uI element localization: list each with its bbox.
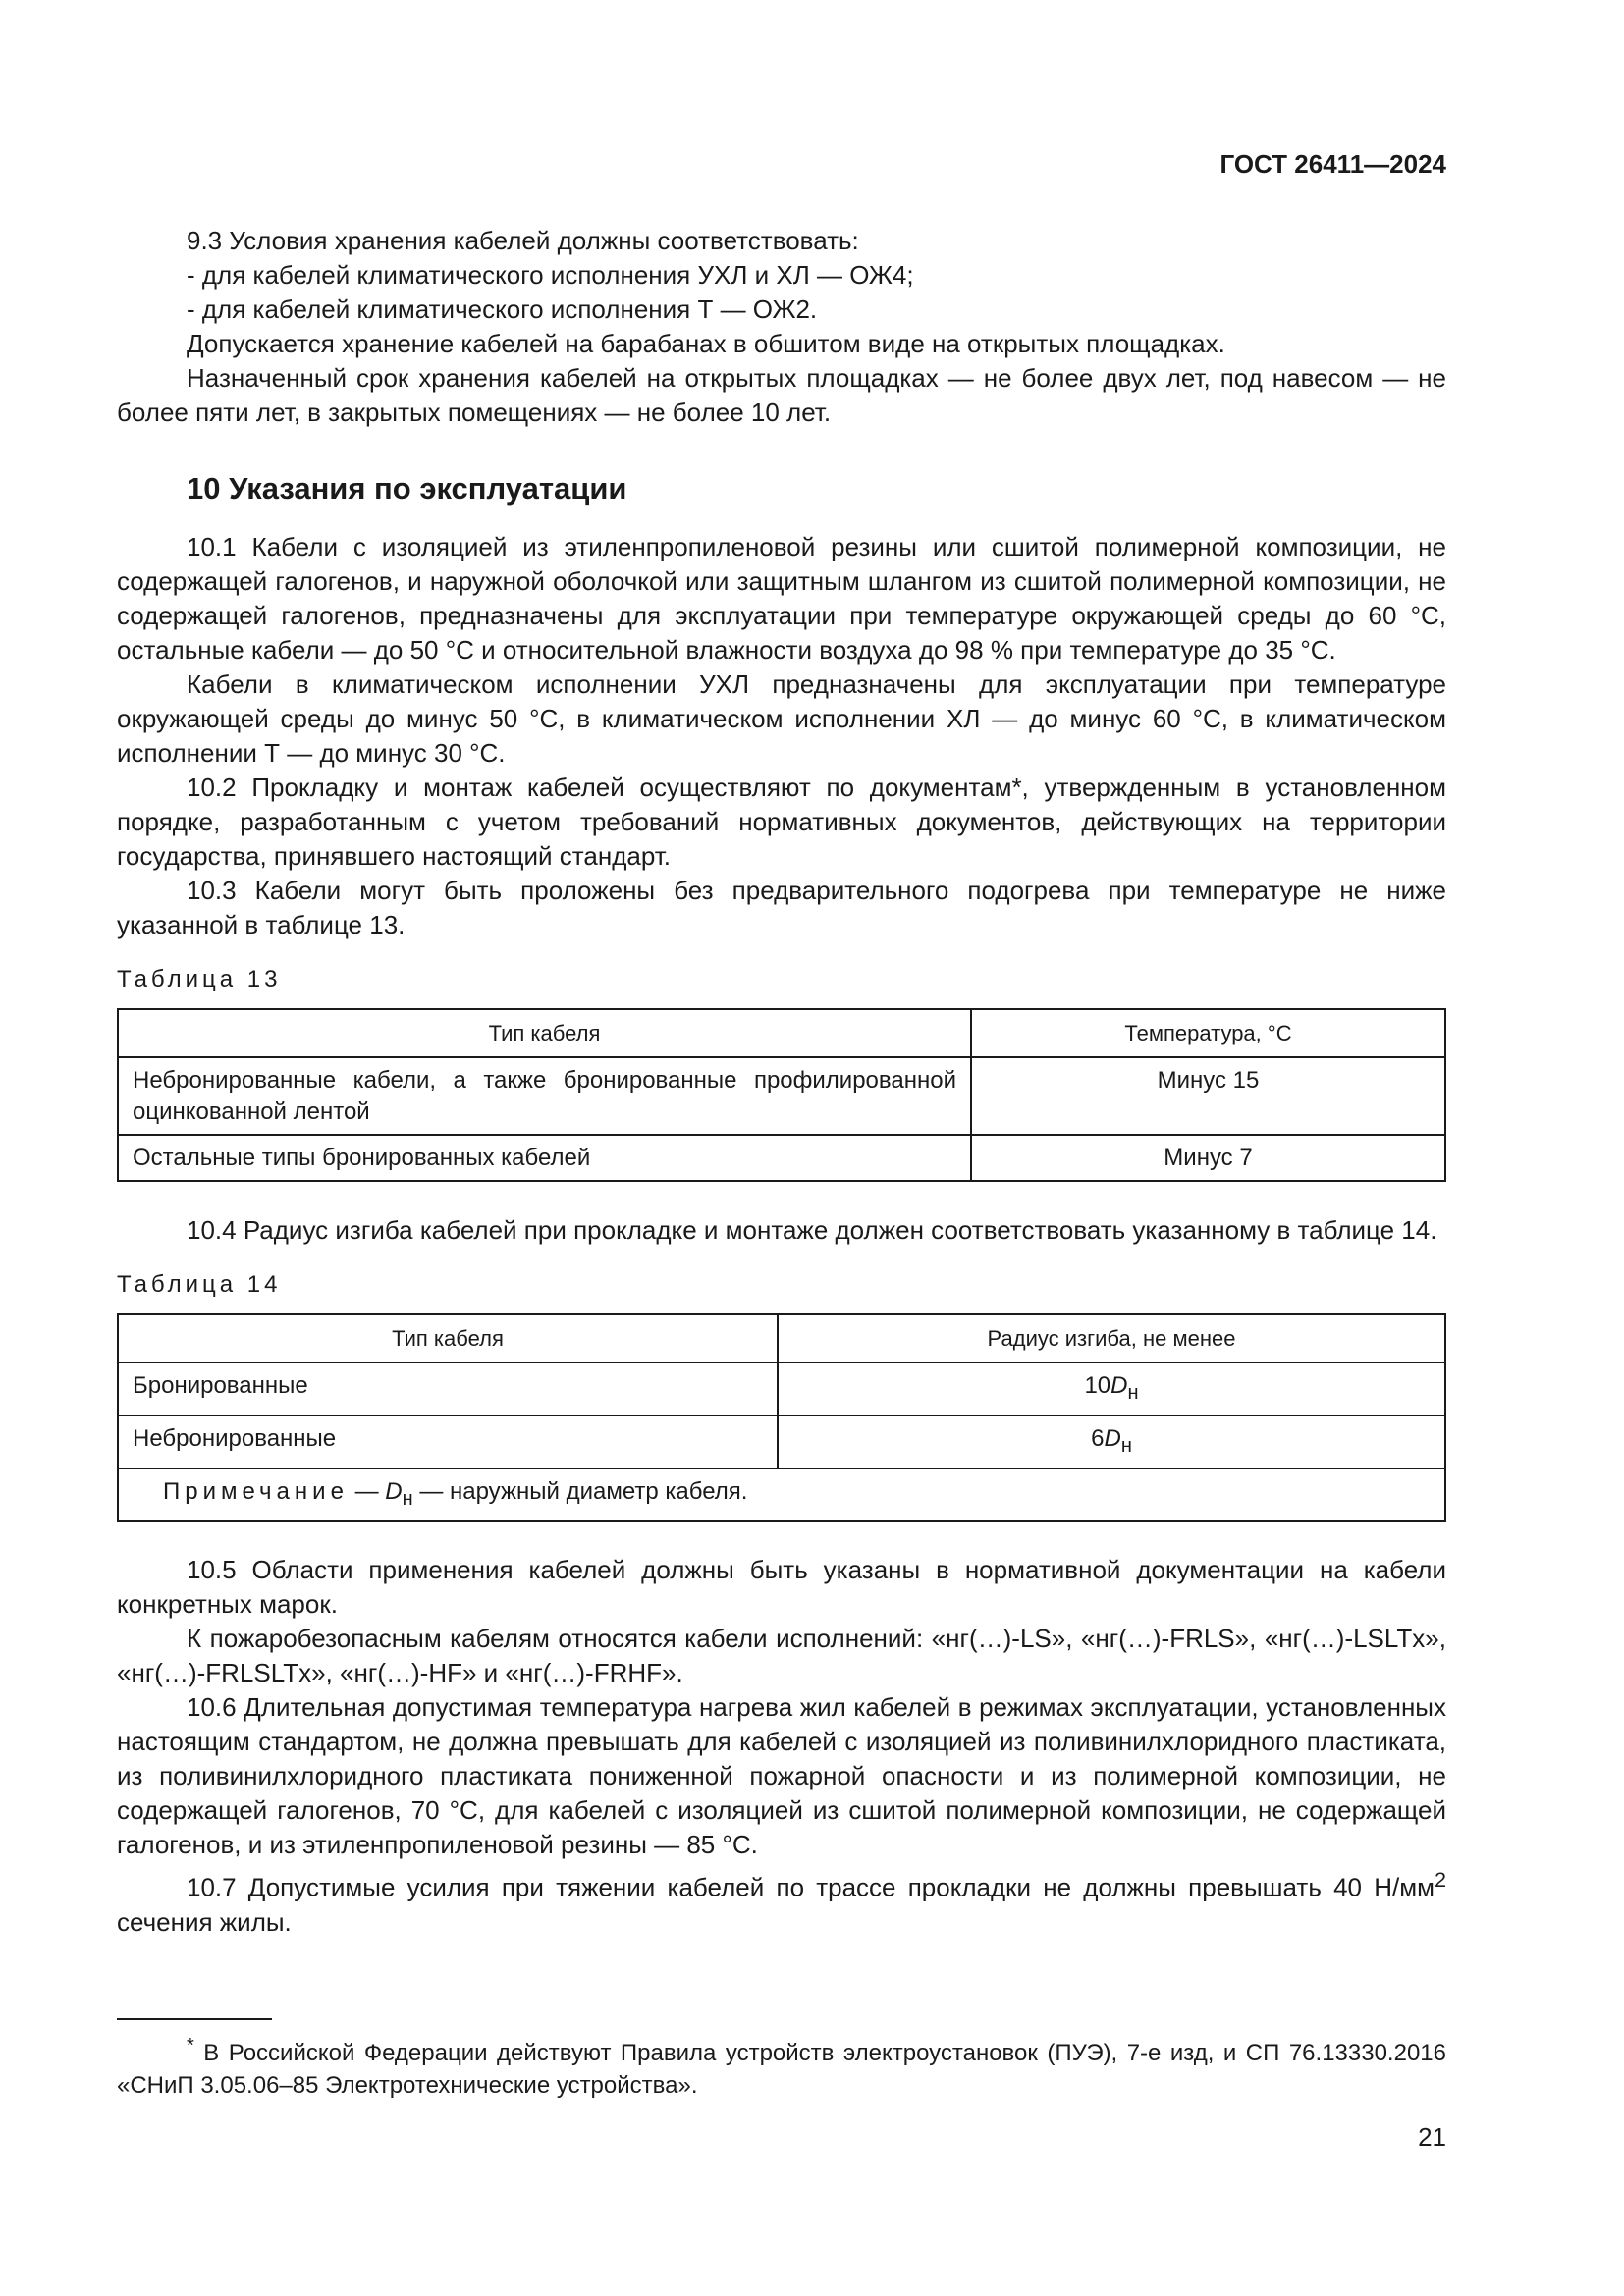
para-10-5b: К пожаробезопасным кабелям относятся кабели исполнений: «нг(…)-LS», «нг(…)-FRLS», «нг(…)-LSLTx», «нг(…)-FRLSLTx», «нг(…)-HF» и «нг(…)-FRHF». [117, 1624, 1446, 1688]
para-10-1: 10.1 Кабели с изоляцией из этиленпропиленовой резины или сшитой полимерной композиции, не содержащей галогенов, и наружной оболочкой или защитным шлангом из сшитой полимерной композиции, не содержащей галогенов, предназначены для эксплуатации при температуре окружающей среды до 60 °С, остальные кабели — до 50 °С и относительной влажности воздуха до 98 % при температуре до 35 °С. [117, 532, 1446, 665]
page-content [117, 224, 1446, 1940]
table-14-cell-type: Небронированные [118, 1415, 778, 1468]
para-10-3: 10.3 Кабели могут быть проложены без предварительного подогрева при температуре не ниже указанной в таблице 13. [117, 876, 1446, 939]
table-14-header-type: Тип кабеля [118, 1314, 778, 1362]
table-13-cell-temp: Минус 15 [971, 1057, 1445, 1135]
footnote-divider [117, 2018, 272, 2020]
s93-p1: Допускается хранение кабелей на барабанах в обшитом виде на открытых площадках. [187, 329, 1225, 358]
table-row [118, 1057, 1445, 1135]
para-10-4: 10.4 Радиус изгиба кабелей при прокладке и монтаже должен соответствовать указанному в таблице 14. [187, 1215, 1437, 1245]
s93-item-1: - для кабелей климатического исполнения УХЛ и ХЛ — ОЖ4; [187, 260, 914, 290]
para-10-6: 10.6 Длительная допустимая температура нагрева жил кабелей в режимах эксплуатации, установленных настоящим стандартом, не должна превышать для кабелей с изоляцией из поливинилхлоридного пластиката, из поливинилхлоридного пластиката пониженной пожарной опасности и из полимерной композиции, не содержащей галогенов, 70 °С, для кабелей с изоляцией из сшитой полимерной композиции, не содержащей галогенов, и из этиленпропиленовой резины — 85 °С. [117, 1692, 1446, 1860]
table-14-cell-type: Бронированные [118, 1362, 778, 1415]
section-10-title: 10 Указания по эксплуатации [187, 471, 627, 506]
table-14-cell-radius: $6D_н$ [778, 1415, 1445, 1468]
s93-p2: Назначенный срок хранения кабелей на открытых площадках — не более двух лет, под навесом — не более пяти лет, в закрытых помещениях — не более 10 лет. [117, 363, 1446, 427]
standard-code: ГОСТ 26411—2024 [1219, 149, 1446, 179]
table-14-header-radius: Радиус изгиба, не менее [778, 1314, 1445, 1362]
para-10-7: 10.7 Допустимые усилия при тяжении кабелей по трассе прокладки не должны превышать 40 $Н/мм^2$ сечения жилы. [117, 1867, 1446, 1938]
page-number: 21 [1418, 2122, 1446, 2152]
table-row [118, 1362, 1445, 1415]
table-13-cell-temp: Минус 7 [971, 1135, 1445, 1181]
table-13-header-type: Тип кабеля [118, 1009, 971, 1057]
s93-intro: 9.3 Условия хранения кабелей должны соответствовать: [187, 226, 859, 255]
table-row [118, 1415, 1445, 1468]
table-14-header [118, 1314, 1445, 1362]
table-14-caption: Таблица 14 [117, 1271, 282, 1298]
para-10-5: 10.5 Области применения кабелей должны быть указаны в нормативной документации на кабели конкретных марок. [117, 1555, 1446, 1620]
table-13-cell-type: Остальные типы бронированных кабелей [118, 1135, 971, 1181]
table-13-cell-type: Небронированные кабели, а также бронированные профилированной оцинкованной лентой [118, 1057, 971, 1135]
s93-item-2: - для кабелей климатического исполнения Т — ОЖ2. [187, 294, 818, 324]
table-14-cell-radius: $10D_н$ [778, 1362, 1445, 1415]
table-14-note: Примечание — $D_н$ — наружный диаметр кабеля. [118, 1468, 1445, 1522]
para-10-1b: Кабели в климатическом исполнении УХЛ предназначены для эксплуатации при температуре окружающей среды до минус 50 °С, в климатическом исполнении ХЛ — до минус 60 °С, в климатическом исполнении Т — до минус 30 °С. [117, 669, 1446, 768]
table-13-header [118, 1009, 1445, 1057]
table-13-header-temp: Температура, °С [971, 1009, 1445, 1057]
para-10-2: 10.2 Прокладку и монтаж кабелей осуществляют по документам*, утвержденным в установленном порядке, разработанным с учетом требований нормативных документов, действующих на территории государства, принявшего настоящий стандарт. [117, 773, 1446, 871]
table-13 [117, 1008, 1446, 1182]
footnote: * В Российской Федерации действуют Правила устройств электроустановок (ПУЭ), 7-е изд, и СП 76.13330.2016 «СНиП 3.05.06–85 Электротехнические устройства». [117, 2035, 1446, 2099]
table-row [118, 1135, 1445, 1181]
table-14-note-row [118, 1468, 1445, 1522]
table-13-caption: Таблица 13 [117, 966, 282, 992]
table-14 [117, 1313, 1446, 1522]
